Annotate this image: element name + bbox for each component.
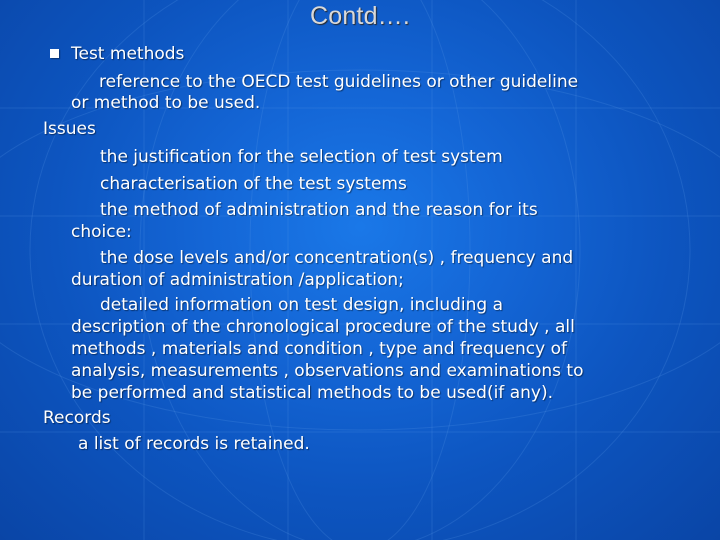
text-line: duration of administration /application; <box>71 270 404 290</box>
text-line: reference to the OECD test guidelines or other guideline <box>99 72 579 92</box>
text-line: the justification for the selection of test system <box>100 147 503 167</box>
text-line: detailed information on test design, including a <box>100 295 504 315</box>
text-line: or method to be used. <box>71 93 261 113</box>
text-line: a list of records is retained. <box>78 434 310 454</box>
text-line: be performed and statistical methods to be used(if any). <box>71 383 553 403</box>
section-heading: Records <box>43 408 111 428</box>
square-bullet-icon <box>50 49 59 58</box>
text-line: the dose levels and/or concentration(s) , frequency and <box>100 248 574 268</box>
section-heading: Issues <box>43 119 96 139</box>
slide-title: Contd…. <box>309 2 411 30</box>
text-line: the method of administration and the reason for its <box>100 200 538 220</box>
text-line: description of the chronological procedure of the study , all <box>71 317 575 337</box>
bullet-heading: Test methods <box>71 44 185 64</box>
text-line: analysis, measurements , observations and examinations to <box>71 361 584 381</box>
text-line: characterisation of the test systems <box>100 174 407 194</box>
text-line: methods , materials and condition , type and frequency of <box>71 339 567 359</box>
text-line: choice: <box>71 222 132 242</box>
